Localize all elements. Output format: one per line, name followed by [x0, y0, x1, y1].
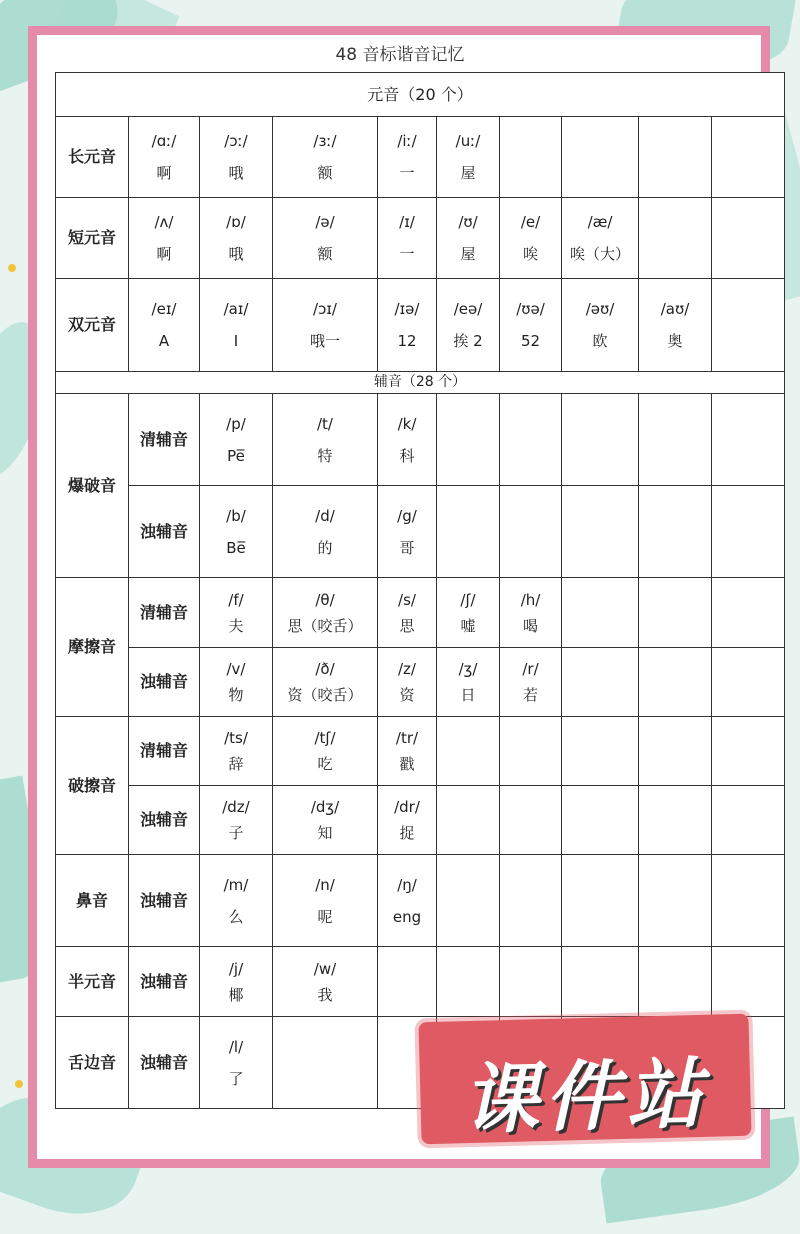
- phonetic-cell: [200, 648, 273, 717]
- homophone-text: 资（咬舌）: [287, 686, 363, 704]
- homophone-text: 子: [228, 824, 244, 842]
- homophone-text: 唉: [522, 245, 538, 263]
- phonetic-symbol: /m/: [223, 875, 249, 894]
- phonetic-symbol: /ʃ/: [460, 590, 476, 609]
- phonetic-cell: [200, 786, 273, 855]
- phonetic-symbol: /ʊə/: [516, 300, 545, 318]
- empty-cell: [562, 394, 639, 486]
- homophone-text: A: [158, 332, 170, 350]
- homophone-text: 一: [399, 164, 415, 182]
- voicing-label: 浊辅音: [129, 648, 200, 717]
- phonetic-cell: [200, 855, 273, 947]
- empty-cell: [273, 1017, 378, 1109]
- phonetic-cell: [437, 279, 500, 372]
- homophone-text: 52: [520, 332, 541, 350]
- homophone-text: 奥: [667, 332, 683, 350]
- empty-cell: [500, 394, 562, 486]
- homophone-text: I: [233, 332, 239, 350]
- voicing-label: 清辅音: [129, 717, 200, 786]
- empty-cell: [562, 578, 639, 648]
- voicing-label: 清辅音: [129, 578, 200, 648]
- phonetic-cell: [200, 117, 273, 198]
- empty-cell: [500, 786, 562, 855]
- homophone-text: 思（咬舌）: [287, 616, 363, 635]
- phonetic-cell: [200, 1017, 273, 1109]
- empty-cell: [562, 486, 639, 578]
- phonetic-cell: [273, 578, 378, 648]
- empty-cell: [712, 855, 785, 947]
- phonetic-symbol: /ɪə/: [394, 300, 420, 318]
- phonetic-symbol: /z/: [398, 660, 416, 678]
- phonetic-cell: [273, 786, 378, 855]
- phonetic-symbol: /æ/: [587, 213, 613, 231]
- phonetic-cell: [273, 117, 378, 198]
- empty-cell: [712, 279, 785, 372]
- homophone-text: 辞: [228, 755, 244, 773]
- phonetic-symbol: /j/: [228, 959, 244, 978]
- phonetic-cell: [200, 717, 273, 786]
- phonetic-cell: [200, 578, 273, 648]
- phonetic-cell: [273, 486, 378, 578]
- empty-cell: [712, 394, 785, 486]
- phonetic-symbol: /ð/: [315, 660, 335, 678]
- vowels-header: 元音（20 个）: [56, 73, 785, 117]
- homophone-text: 吃: [317, 755, 333, 773]
- phonetic-cell: [273, 198, 378, 279]
- phonetic-cell: [273, 947, 378, 1017]
- empty-cell: [437, 855, 500, 947]
- flower-dot: [8, 264, 16, 272]
- homophone-text: 特: [317, 446, 333, 465]
- phonetic-symbol: /ts/: [224, 729, 248, 747]
- homophone-text: 哥: [399, 538, 415, 557]
- phonetic-cell: [378, 486, 437, 578]
- empty-cell: [712, 198, 785, 279]
- phonetic-symbol: /b/: [226, 506, 246, 525]
- homophone-text: 椰: [228, 985, 244, 1004]
- phonetic-symbol: /r/: [522, 660, 539, 678]
- empty-cell: [639, 947, 712, 1017]
- vowel-category: 短元音: [56, 198, 129, 279]
- empty-cell: [437, 486, 500, 578]
- table-row: [56, 486, 785, 578]
- homophone-text: 哦: [228, 245, 244, 263]
- table-row: [56, 947, 785, 1017]
- voicing-label: 浊辅音: [129, 786, 200, 855]
- homophone-text: 思: [399, 616, 415, 635]
- empty-cell: [639, 394, 712, 486]
- consonants-header: 辅音（28 个）: [56, 372, 785, 394]
- phonetic-symbol: /ʊ/: [458, 213, 478, 231]
- table-body: [56, 73, 785, 1109]
- empty-cell: [712, 786, 785, 855]
- homophone-text: 物: [228, 686, 244, 704]
- empty-cell: [712, 717, 785, 786]
- phonetic-symbol: /ɔɪ/: [313, 300, 337, 318]
- empty-cell: [639, 117, 712, 198]
- table-row: [56, 648, 785, 717]
- phonetic-cell: [273, 394, 378, 486]
- homophone-text: 哦一: [309, 332, 340, 350]
- table-row: [56, 855, 785, 947]
- phonetic-cell: [200, 486, 273, 578]
- empty-cell: [712, 117, 785, 198]
- phonetic-cell: [273, 855, 378, 947]
- phonetic-cell: [378, 117, 437, 198]
- phonetic-cell: [500, 648, 562, 717]
- vowel-category: 双元音: [56, 279, 129, 372]
- homophone-text: 嘘: [460, 616, 476, 635]
- phonetic-symbol: /v/: [226, 660, 246, 678]
- empty-cell: [500, 486, 562, 578]
- phonetic-symbol: /ɪ/: [399, 213, 415, 231]
- phonetic-symbol: /dz/: [222, 798, 250, 816]
- empty-cell: [639, 855, 712, 947]
- phonetic-cell: [129, 279, 200, 372]
- homophone-text: 唉（大）: [569, 245, 630, 263]
- phonetic-cell: [378, 648, 437, 717]
- empty-cell: [639, 578, 712, 648]
- phonetic-symbol: /əʊ/: [585, 300, 615, 318]
- phonetic-cell: [500, 279, 562, 372]
- empty-cell: [500, 717, 562, 786]
- phonetic-table: [55, 72, 785, 1109]
- phonetic-cell: [562, 279, 639, 372]
- homophone-text: 啊: [156, 164, 172, 182]
- phonetic-symbol: /k/: [397, 414, 417, 433]
- empty-cell: [437, 394, 500, 486]
- phonetic-cell: [378, 717, 437, 786]
- phonetic-symbol: /aɪ/: [223, 300, 249, 318]
- phonetic-cell: [378, 578, 437, 648]
- empty-cell: [500, 947, 562, 1017]
- phonetic-symbol: /aʊ/: [660, 300, 690, 318]
- voicing-label: 浊辅音: [129, 947, 200, 1017]
- empty-cell: [712, 648, 785, 717]
- phonetic-cell: [378, 786, 437, 855]
- homophone-text: 屋: [460, 245, 476, 263]
- consonant-category: 破擦音: [56, 717, 129, 855]
- homophone-text: 捉: [399, 824, 415, 842]
- consonant-category: 爆破音: [56, 394, 129, 578]
- consonant-category: 鼻音: [56, 855, 129, 947]
- homophone-text: 么: [228, 907, 244, 926]
- voicing-label: 清辅音: [129, 394, 200, 486]
- empty-cell: [712, 947, 785, 1017]
- homophone-text: 科: [399, 446, 415, 465]
- phonetic-cell: [200, 947, 273, 1017]
- phonetic-symbol: /iː/: [397, 132, 417, 150]
- homophone-text: 资: [399, 686, 415, 704]
- empty-cell: [712, 578, 785, 648]
- phonetic-symbol: /eə/: [453, 300, 483, 318]
- homophone-text: 12: [397, 332, 417, 350]
- phonetic-symbol: /ə/: [315, 213, 335, 231]
- homophone-text: 知: [317, 824, 333, 842]
- table-row: [56, 372, 785, 394]
- phonetic-symbol: /ʒ/: [458, 660, 478, 678]
- empty-cell: [500, 855, 562, 947]
- empty-cell: [562, 855, 639, 947]
- phonetic-symbol: /ɜː/: [313, 132, 337, 150]
- phonetic-cell: [500, 198, 562, 279]
- voicing-label: 浊辅音: [129, 486, 200, 578]
- phonetic-symbol: /ɔː/: [224, 132, 248, 150]
- consonant-category: 舌边音: [56, 1017, 129, 1109]
- phonetic-cell: [378, 279, 437, 372]
- flower-dot: [15, 1080, 23, 1088]
- table-row: [56, 717, 785, 786]
- phonetic-cell: [200, 279, 273, 372]
- homophone-text: eng: [392, 907, 422, 926]
- empty-cell: [437, 717, 500, 786]
- table-row: [56, 394, 785, 486]
- phonetic-symbol: /ʌ/: [154, 213, 174, 231]
- empty-cell: [639, 786, 712, 855]
- empty-cell: [639, 648, 712, 717]
- voicing-label: 浊辅音: [129, 1017, 200, 1109]
- phonetic-symbol: /e/: [520, 213, 541, 231]
- empty-cell: [437, 786, 500, 855]
- homophone-text: 的: [317, 538, 333, 557]
- phonetic-symbol: /tr/: [395, 729, 419, 747]
- phonetic-symbol: /ɒ/: [226, 213, 246, 231]
- empty-cell: [639, 198, 712, 279]
- phonetic-cell: [437, 117, 500, 198]
- phonetic-symbol: /tʃ/: [314, 729, 336, 747]
- phonetic-cell: [437, 198, 500, 279]
- homophone-text: 了: [228, 1069, 244, 1088]
- phonetic-symbol: /uː/: [455, 132, 481, 150]
- phonetic-cell: [200, 198, 273, 279]
- empty-cell: [562, 717, 639, 786]
- page-title: 48 音标谐音记忆: [335, 45, 465, 65]
- table-row: [56, 578, 785, 648]
- phonetic-symbol: /l/: [228, 1037, 244, 1056]
- phonetic-symbol: /h/: [520, 590, 541, 609]
- phonetic-cell: [378, 198, 437, 279]
- homophone-text: 一: [399, 245, 415, 263]
- phonetic-symbol: /eɪ/: [151, 300, 177, 318]
- phonetic-cell: [562, 198, 639, 279]
- homophone-text: 喝: [522, 616, 538, 635]
- voicing-label: 浊辅音: [129, 855, 200, 947]
- homophone-text: 夫: [228, 616, 244, 635]
- table-row: [56, 786, 785, 855]
- phonetic-symbol: /dr/: [394, 798, 420, 816]
- phonetic-symbol: /t/: [317, 414, 333, 433]
- homophone-text: 欧: [592, 332, 608, 350]
- phonetic-symbol: /g/: [397, 506, 417, 525]
- phonetic-cell: [378, 855, 437, 947]
- stamp-text: 课件站: [461, 1048, 710, 1145]
- phonetic-symbol: /f/: [228, 590, 244, 609]
- table-row: [56, 279, 785, 372]
- watermark-stamp: [418, 1014, 751, 1145]
- phonetic-cell: [273, 648, 378, 717]
- homophone-text: 我: [317, 985, 333, 1004]
- phonetic-symbol: /θ/: [315, 590, 335, 609]
- vowel-category: 长元音: [56, 117, 129, 198]
- empty-cell: [562, 786, 639, 855]
- homophone-text: 额: [317, 164, 333, 182]
- empty-cell: [639, 486, 712, 578]
- homophone-text: 啊: [156, 245, 172, 263]
- empty-cell: [378, 947, 437, 1017]
- homophone-text: Pe̅: [227, 446, 245, 465]
- empty-cell: [712, 486, 785, 578]
- phonetic-cell: [200, 394, 273, 486]
- phonetic-cell: [437, 648, 500, 717]
- consonant-category: 半元音: [56, 947, 129, 1017]
- phonetic-cell: [273, 279, 378, 372]
- empty-cell: [562, 947, 639, 1017]
- phonetic-symbol: /n/: [315, 875, 335, 894]
- homophone-text: 若: [522, 686, 538, 704]
- empty-cell: [639, 717, 712, 786]
- table-row: [56, 198, 785, 279]
- phonetic-cell: [129, 198, 200, 279]
- phonetic-cell: [500, 578, 562, 648]
- phonetic-symbol: /ɑː/: [151, 132, 177, 150]
- phonetic-symbol: /ŋ/: [397, 875, 417, 894]
- table-row: [56, 73, 785, 117]
- homophone-text: 呢: [317, 907, 333, 926]
- phonetic-cell: [639, 279, 712, 372]
- homophone-text: 哦: [228, 164, 244, 182]
- phonetic-symbol: /s/: [398, 590, 416, 609]
- homophone-text: 戳: [399, 755, 415, 773]
- phonetic-cell: [378, 394, 437, 486]
- empty-cell: [500, 117, 562, 198]
- phonetic-symbol: /p/: [226, 414, 246, 433]
- phonetic-symbol: /d/: [315, 506, 335, 525]
- consonant-category: 摩擦音: [56, 578, 129, 717]
- phonetic-cell: [273, 717, 378, 786]
- empty-cell: [437, 947, 500, 1017]
- phonetic-cell: [437, 578, 500, 648]
- homophone-text: 额: [317, 245, 333, 263]
- homophone-text: 日: [460, 686, 476, 704]
- phonetic-symbol: /dʒ/: [310, 798, 340, 816]
- table-row: [56, 117, 785, 198]
- phonetic-cell: [129, 117, 200, 198]
- homophone-text: 挨 2: [453, 332, 483, 350]
- phonetic-symbol: /w/: [313, 959, 337, 978]
- empty-cell: [562, 117, 639, 198]
- homophone-text: 屋: [460, 164, 476, 182]
- empty-cell: [562, 648, 639, 717]
- homophone-text: Be̅: [226, 538, 246, 557]
